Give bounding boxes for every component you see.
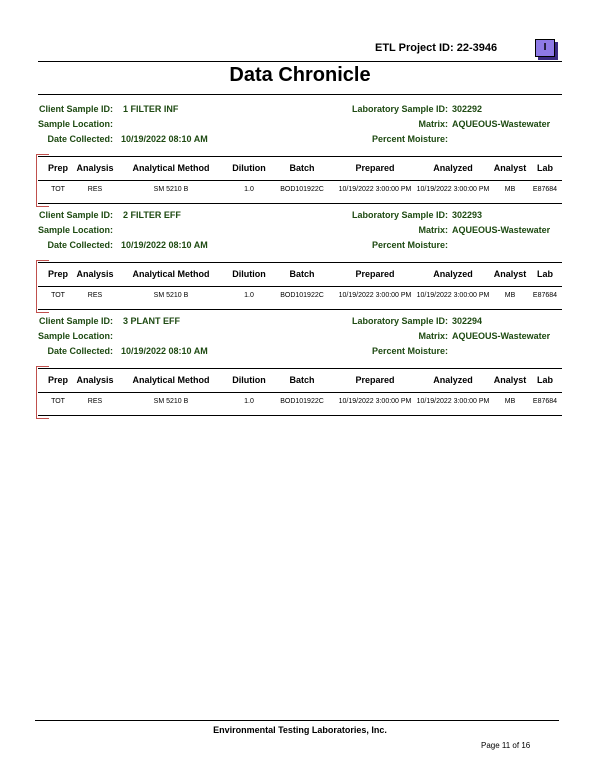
client-sample-id-value: 1 FILTER INF xyxy=(123,104,179,114)
cell-prep: TOT xyxy=(51,186,65,193)
cell-analysis: RES xyxy=(87,292,103,299)
date-collected-label: Date Collected: xyxy=(47,240,113,250)
cell-batch: BOD101922C xyxy=(280,186,324,193)
cell-dilution: 1.0 xyxy=(244,398,254,405)
row-bracket xyxy=(36,260,51,313)
date-collected-value: 10/19/2022 08:10 AM xyxy=(121,346,208,356)
col-header-batch: Batch xyxy=(289,163,315,173)
cell-analysis: RES xyxy=(87,186,103,193)
table-row xyxy=(38,183,562,199)
matrix-value: AQUEOUS-Wastewater xyxy=(452,225,551,235)
col-header-analyzed: Analyzed xyxy=(433,163,473,173)
col-header-prep: Prep xyxy=(47,375,68,385)
col-header-analytical-method: Analytical Method xyxy=(132,163,210,173)
cell-lab: E87684 xyxy=(532,292,558,299)
cell-analyzed: 10/19/2022 3:00:00 PM xyxy=(416,186,490,193)
cell-analyst: MB xyxy=(504,398,516,405)
col-header-dilution: Dilution xyxy=(232,375,266,385)
matrix-label: Matrix: xyxy=(418,331,448,341)
cell-analyst: MB xyxy=(504,292,516,299)
header-divider xyxy=(38,61,562,62)
col-header-analyst: Analyst xyxy=(493,163,527,173)
col-header-batch: Batch xyxy=(289,269,315,279)
client-sample-id-label: Client Sample ID: xyxy=(38,210,113,220)
date-collected-label: Date Collected: xyxy=(47,346,113,356)
col-header-batch: Batch xyxy=(289,375,315,385)
matrix-value: AQUEOUS-Wastewater xyxy=(452,119,551,129)
col-header-analytical-method: Analytical Method xyxy=(132,375,210,385)
sample-block xyxy=(38,313,562,418)
matrix-label: Matrix: xyxy=(418,225,448,235)
title-divider xyxy=(38,94,562,95)
lab-sample-id-value: 302294 xyxy=(452,316,483,326)
cell-prep: TOT xyxy=(51,292,65,299)
matrix-value: AQUEOUS-Wastewater xyxy=(452,331,551,341)
project-id-value: 22-3946 xyxy=(456,42,498,54)
lab-sample-id-value: 302292 xyxy=(452,104,483,114)
page-title: Data Chronicle xyxy=(229,64,371,86)
table-bottom-rule xyxy=(38,203,562,204)
cell-analyst: MB xyxy=(504,186,516,193)
col-header-analysis: Analysis xyxy=(76,375,114,385)
lab-sample-id-label: Laboratory Sample ID: xyxy=(351,104,448,114)
project-id-label: ETL Project ID: xyxy=(375,42,454,54)
col-header-prep: Prep xyxy=(47,163,68,173)
client-sample-id-value: 2 FILTER EFF xyxy=(123,210,181,220)
cell-batch: BOD101922C xyxy=(280,398,324,405)
col-header-lab: Lab xyxy=(536,269,553,279)
col-header-analyst: Analyst xyxy=(493,375,527,385)
lab-sample-id-label: Laboratory Sample ID: xyxy=(351,316,448,326)
date-collected-label: Date Collected: xyxy=(47,134,113,144)
cell-batch: BOD101922C xyxy=(280,292,324,299)
table-row xyxy=(38,395,562,411)
date-collected-value: 10/19/2022 08:10 AM xyxy=(121,240,208,250)
row-bracket xyxy=(36,366,51,419)
col-header-analysis: Analysis xyxy=(76,269,114,279)
percent-moisture-label: Percent Moisture: xyxy=(371,240,448,250)
col-header-analysis: Analysis xyxy=(76,163,114,173)
table-bottom-rule xyxy=(38,415,562,416)
client-sample-id-label: Client Sample ID: xyxy=(38,316,113,326)
cell-prepared: 10/19/2022 3:00:00 PM xyxy=(338,186,412,193)
matrix-label: Matrix: xyxy=(418,119,448,129)
cell-analyzed: 10/19/2022 3:00:00 PM xyxy=(416,398,490,405)
col-header-lab: Lab xyxy=(536,375,553,385)
sample-block xyxy=(38,101,562,206)
table-bottom-rule xyxy=(38,309,562,310)
percent-moisture-label: Percent Moisture: xyxy=(371,346,448,356)
sample-location-label: Sample Location: xyxy=(38,331,114,341)
date-collected-value: 10/19/2022 08:10 AM xyxy=(121,134,208,144)
col-header-prepared: Prepared xyxy=(355,375,395,385)
project-id xyxy=(375,42,497,54)
col-header-dilution: Dilution xyxy=(232,269,266,279)
sample-location-label: Sample Location: xyxy=(38,119,114,129)
cell-lab: E87684 xyxy=(532,398,558,405)
table-row xyxy=(38,289,562,305)
col-header-prep: Prep xyxy=(47,269,68,279)
cell-prepared: 10/19/2022 3:00:00 PM xyxy=(338,398,412,405)
cell-analytical-method: SM 5210 B xyxy=(153,186,189,193)
col-header-dilution: Dilution xyxy=(232,163,266,173)
sample-block xyxy=(38,207,562,312)
lab-sample-id-value: 302293 xyxy=(452,210,483,220)
page-number: Page 11 of 16 xyxy=(481,741,531,750)
lab-sample-id-label: Laboratory Sample ID: xyxy=(351,210,448,220)
cell-dilution: 1.0 xyxy=(244,186,254,193)
col-header-analyst: Analyst xyxy=(493,269,527,279)
cell-prepared: 10/19/2022 3:00:00 PM xyxy=(338,292,412,299)
col-header-analytical-method: Analytical Method xyxy=(132,269,210,279)
client-sample-id-value: 3 PLANT EFF xyxy=(123,316,181,326)
cell-analyzed: 10/19/2022 3:00:00 PM xyxy=(416,292,490,299)
cell-analytical-method: SM 5210 B xyxy=(153,398,189,405)
cell-analysis: RES xyxy=(87,398,103,405)
row-bracket xyxy=(36,154,51,207)
cell-lab: E87684 xyxy=(532,186,558,193)
report-badge: I xyxy=(535,39,555,57)
cell-analytical-method: SM 5210 B xyxy=(153,292,189,299)
col-header-analyzed: Analyzed xyxy=(433,269,473,279)
percent-moisture-label: Percent Moisture: xyxy=(371,134,448,144)
col-header-lab: Lab xyxy=(536,163,553,173)
col-header-analyzed: Analyzed xyxy=(433,375,473,385)
cell-dilution: 1.0 xyxy=(244,292,254,299)
footer-divider xyxy=(35,720,559,721)
col-header-prepared: Prepared xyxy=(355,163,395,173)
footer-company: Environmental Testing Laboratories, Inc. xyxy=(213,725,387,735)
client-sample-id-label: Client Sample ID: xyxy=(38,104,113,114)
col-header-prepared: Prepared xyxy=(355,269,395,279)
cell-prep: TOT xyxy=(51,398,65,405)
sample-location-label: Sample Location: xyxy=(38,225,114,235)
